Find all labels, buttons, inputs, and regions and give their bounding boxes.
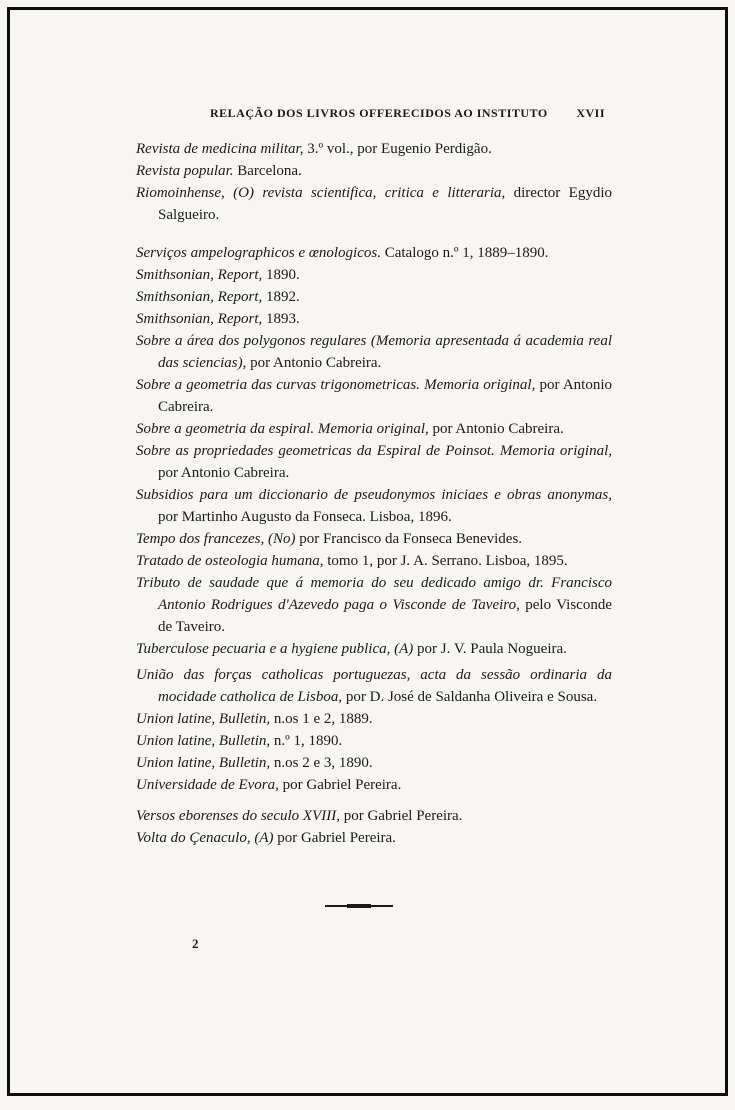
list-item: Tributo de saudade que á memoria do seu dedicado amigo dr. Francisco Antonio Rodrigues d'Azevedo paga o Visconde de Taveiro, pelo Visconde de Taveiro. — [136, 575, 612, 635]
list-item: Riomoinhense, (O) revista scientifica, critica e litteraria, director Egydio Salgueiro. — [136, 185, 612, 223]
entry-group-u — [136, 664, 612, 796]
list-item: Sobre a geometria das curvas trigonometricas. Memoria original, por Antonio Cabreira. — [136, 377, 612, 415]
list-item: Volta do Çenaculo, (A) por Gabriel Pereira. — [136, 830, 396, 846]
list-item: Tuberculose pecuaria e a hygiene publica, (A) por J. V. Paula Nogueira. — [136, 641, 567, 657]
entry-group-v — [136, 805, 612, 849]
list-item: Versos eborenses do seculo XVIII, por Gabriel Pereira. — [136, 808, 463, 824]
page — [7, 7, 728, 1096]
list-item: Smithsonian, Report, 1892. — [136, 289, 300, 305]
list-item: Union latine, Bulletin, n.os 1 e 2, 1889. — [136, 711, 373, 727]
list-item: Sobre a geometria da espiral. Memoria original, por Antonio Cabreira. — [136, 421, 564, 437]
list-item: Universidade de Evora, por Gabriel Pereira. — [136, 777, 402, 793]
entry-group-s — [136, 242, 612, 528]
list-item: Smithsonian, Report, 1890. — [136, 267, 300, 283]
list-item: Tempo dos francezes, (No) por Francisco da Fonseca Benevides. — [136, 531, 523, 547]
list-item: Sobre a área dos polygonos regulares (Memoria apresentada á academia real das sciencias), por Antonio Cabreira. — [136, 333, 612, 371]
entry-group-t — [136, 528, 612, 660]
entry-group-r — [136, 138, 612, 226]
list-item: Revista de medicina militar, 3.º vol., por Eugenio Perdigão. — [136, 141, 492, 157]
page-number: XVII — [576, 106, 605, 120]
end-ornament-rule — [325, 905, 393, 907]
list-item: Subsidios para um diccionario de pseudonymos iniciaes e obras anonymas, por Martinho Augusto da Fonseca. Lisboa, 1896. — [136, 487, 612, 525]
list-item: Tratado de osteologia humana, tomo 1, por J. A. Serrano. Lisboa, 1895. — [136, 553, 568, 569]
list-item: Revista popular. Barcelona. — [136, 163, 302, 179]
list-item: Smithsonian, Report, 1893. — [136, 311, 300, 327]
list-item: Sobre as propriedades geometricas da Espiral de Poinsot. Memoria original, por Antonio Cabreira. — [136, 443, 612, 481]
header-title: RELAÇÃO DOS LIVROS OFFERECIDOS AO INSTITUTO — [210, 106, 548, 120]
running-header — [210, 106, 605, 121]
list-item: Union latine, Bulletin, n.º 1, 1890. — [136, 733, 343, 749]
list-item: Serviços ampelographicos e œnologicos. Catalogo n.º 1, 1889–1890. — [136, 245, 549, 261]
list-item: União das forças catholicas portuguezas, acta da sessão ordinaria da mocidade catholica de Lisboa, por D. José de Saldanha Oliveira e Sousa. — [136, 667, 612, 705]
signature-mark: 2 — [192, 936, 199, 951]
list-item: Union latine, Bulletin, n.os 2 e 3, 1890. — [136, 755, 373, 771]
